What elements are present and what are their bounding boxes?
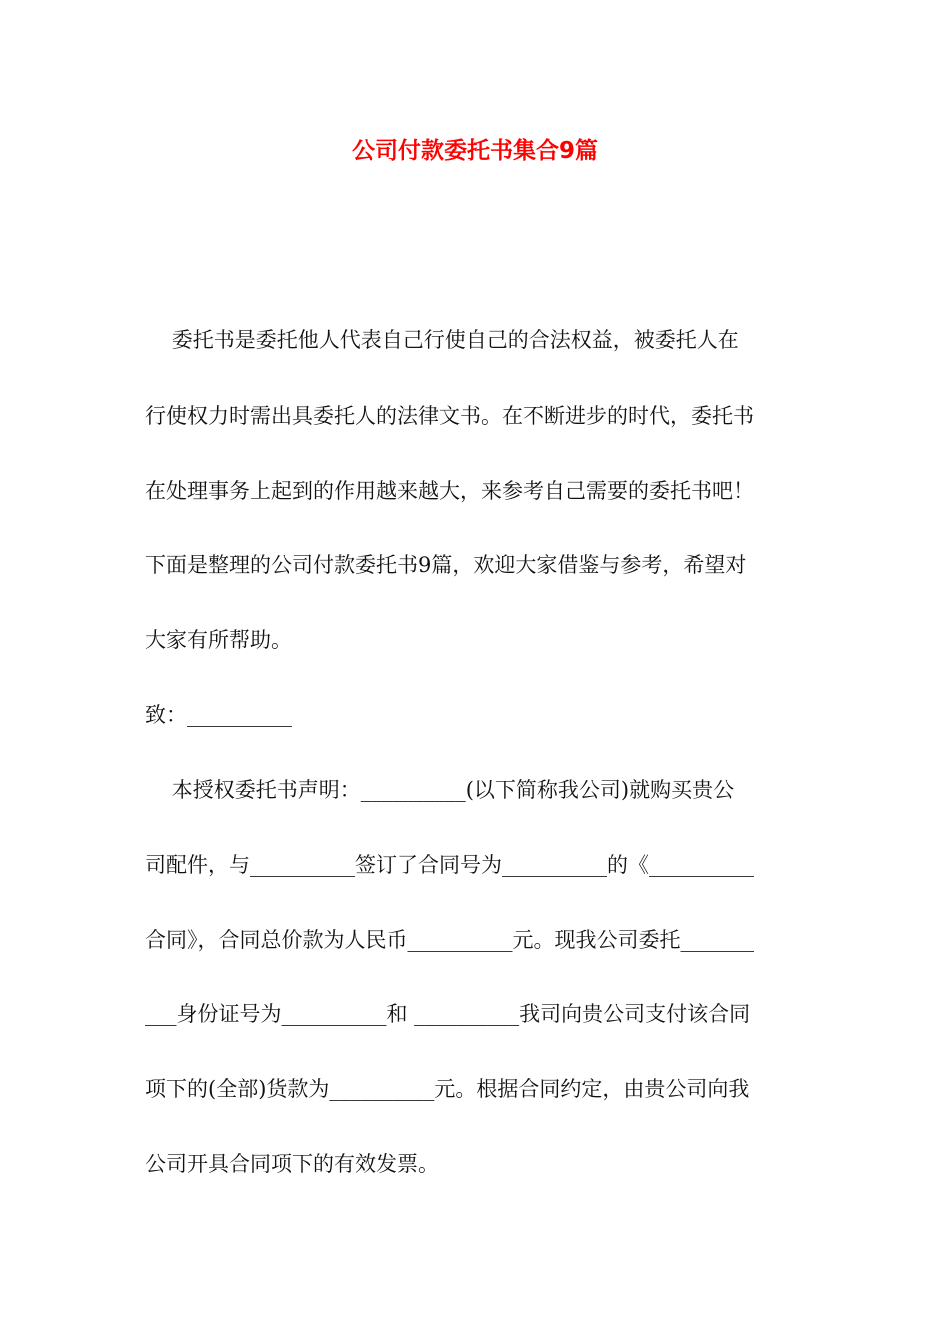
paragraph-line: 项下的(全部)货款为__________元。根据合同约定，由贵公司向我 [145,1077,750,1101]
paragraph-line: 合同》，合同总价款为人民币__________元。现我公司委托_______ [145,928,754,952]
paragraph-line: 司配件，与__________签订了合同号为__________的《__________ [145,853,754,877]
paragraph-line: 行使权力时需出具委托人的法律文书。在不断进步的时代，委托书 [145,404,754,428]
paragraph-line: 公司开具合同项下的有效发票。 [145,1152,439,1176]
paragraph-line: 下面是整理的公司付款委托书9篇，欢迎大家借鉴与参考，希望对 [145,553,747,577]
salutation-line: 致：__________ [145,703,292,727]
paragraph-line: 本授权委托书声明：__________(以下简称我公司)就购买贵公 [145,778,735,802]
paragraph-line: 大家有所帮助。 [145,628,292,652]
document-title: 公司付款委托书集合9篇 [351,138,598,164]
paragraph-line: ___身份证号为__________和 __________我司向贵公司支付该合同 [145,1002,751,1026]
paragraph-line: 委托书是委托他人代表自己行使自己的合法权益，被委托人在 [145,328,739,352]
paragraph-line: 在处理事务上起到的作用越来越大，来参考自己需要的委托书吧！ [145,479,754,503]
